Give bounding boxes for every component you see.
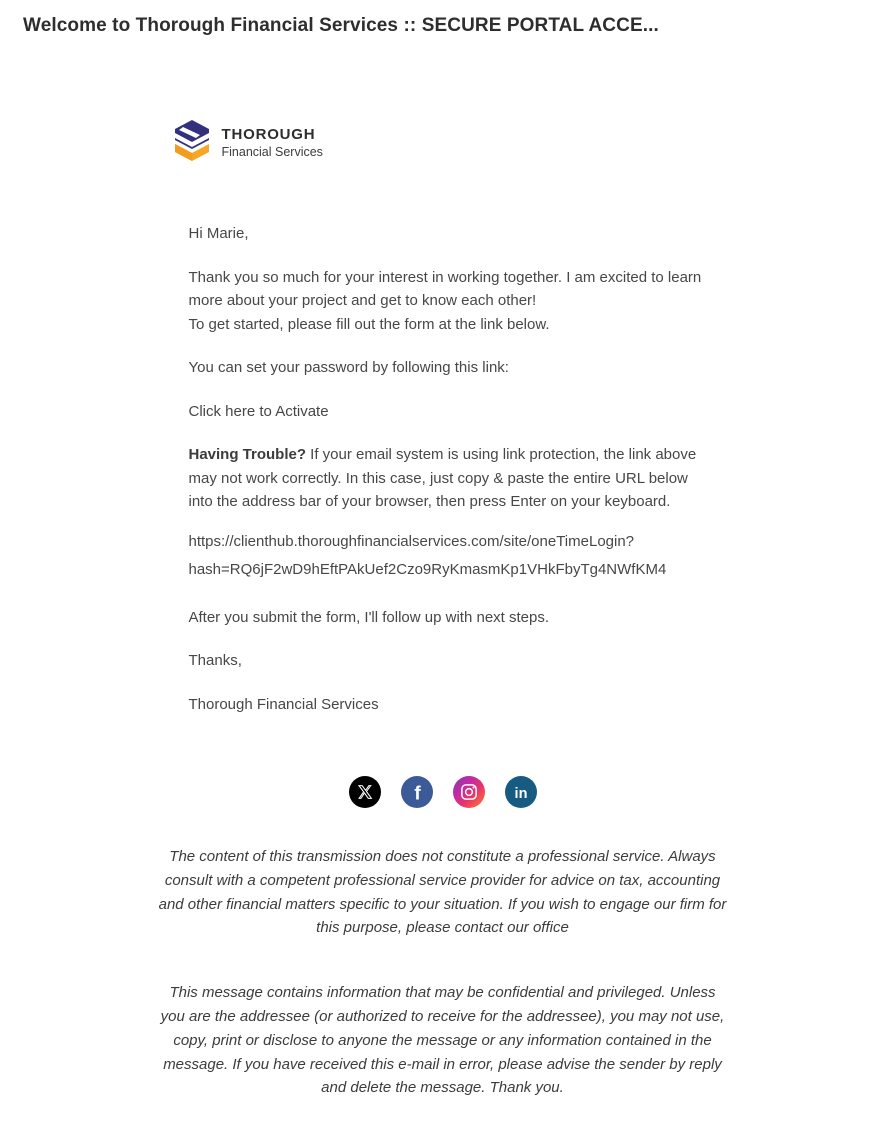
instagram-icon[interactable] [453,776,485,808]
signature-text: Thorough Financial Services [188,695,379,713]
greeting-text: Hi Marie, [188,225,249,242]
linkedin-glyph [505,776,537,808]
subject-bar [0,0,885,37]
logo-tagline: Financial Services [221,144,323,159]
activate-link[interactable]: Click here to Activate [188,402,329,420]
trouble-paragraph [189,443,707,514]
company-logo [172,119,743,165]
svg-text:in: in [514,786,527,802]
intro-paragraph [189,266,707,337]
trouble-label: Having Trouble? [188,446,307,463]
activate-paragraph [189,400,707,424]
login-url-line2: hash=RQ6jF2wD9hEftPAkUef2Czo9RyKmasmKp1VHkFbyTg4NWfKM4 [188,560,667,578]
facebook-glyph [401,776,433,808]
login-url [189,528,707,584]
password-instruction: You can set your password by following this link: [188,359,509,376]
disclaimer-professional: The content of this transmission does not constitute a professional service. Always consult with a competent professional service provider for advice on tax, accounting and other financial matters specific to your situation. If you wish to engage our firm for this purpose, please contact our office [158,848,727,937]
thorough-logo-icon [172,119,212,165]
logo-text [222,126,323,159]
x-glyph [356,783,374,801]
email-footer [143,845,743,1100]
signoff-text: Thanks, [188,652,242,669]
intro-line1: Thank you so much for your interest in working together. I am excited to learn more about your project and get to know each other! [188,268,702,309]
login-url-line1: https://clienthub.thoroughfinancialservices.com/site/oneTimeLogin? [188,532,635,550]
facebook-icon[interactable] [401,776,433,808]
disclaimer-confidentiality: This message contains information that may be confidential and privileged. Unless you are the addressee (or authorized to receive for the addressee), you may not use, copy, print or disclose to anyone the message or any information contained in the message. If you have received this e-mail in error, please advise the sender by reply and delete the message. Thank you. [160,984,725,1097]
x-twitter-icon[interactable] [349,776,381,808]
email-content [143,119,743,1100]
followup-text: After you submit the form, I'll follow up with next steps. [188,608,550,626]
email-subject: Welcome to Thorough Financial Services :: SECURE PORTAL ACCE... [23,15,659,36]
logo-brand-name: THOROUGH [221,125,316,143]
trouble-text: If your email system is using link protection, the link above may not work correctly. In this case, just copy & paste the entire URL below into the address bar of your browser, then press Enter on your keyboard. [188,446,697,510]
svg-text:f: f [413,783,421,805]
email-body [189,222,707,716]
instagram-glyph [460,783,478,801]
linkedin-icon[interactable] [505,776,537,808]
intro-line2: To get started, please fill out the form at the link below. [188,315,550,333]
social-links [143,776,743,808]
